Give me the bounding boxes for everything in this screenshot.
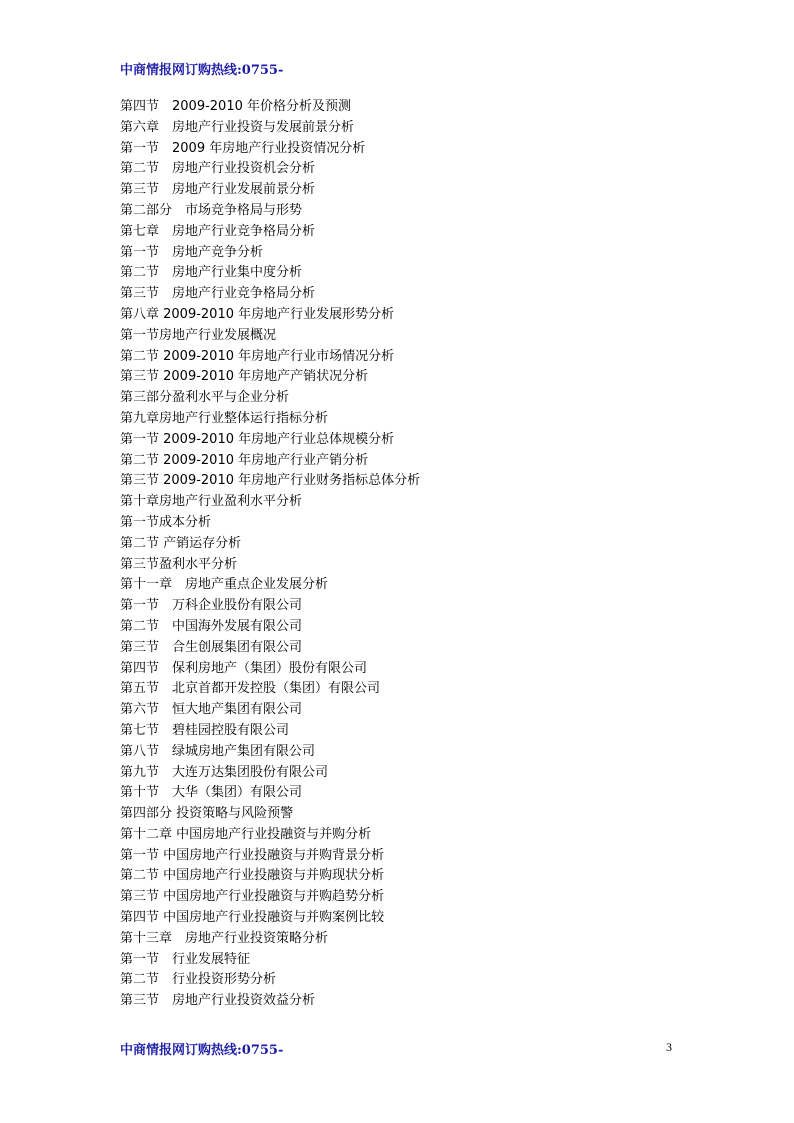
toc-entry: 第三节 房地产行业投资效益分析 [120,993,316,1009]
toc-entry: 第十节 大华（集团）有限公司 [120,785,303,801]
toc-entry: 第二节 产销运存分析 [120,535,242,551]
page-number: 3 [666,1040,672,1054]
toc-entry: 第十二章 中国房地产行业投融资与并购分析 [120,826,372,842]
toc-entry: 第三节 2009-2010 年房地产行业财务指标总体分析 [120,473,421,489]
toc-entry: 第九章房地产行业整体运行指标分析 [120,410,329,426]
toc-entry: 第七章 房地产行业竞争格局分析 [120,223,316,239]
toc-entry: 第二节 行业投资形势分析 [120,972,277,988]
table-of-contents [120,97,420,1012]
toc-entry: 第三部分盈利水平与企业分析 [120,390,290,406]
toc-entry: 第一节 万科企业股份有限公司 [120,598,303,614]
toc-entry: 第二节 中国海外发展有限公司 [120,618,303,634]
toc-entry: 第七节 碧桂园控股有限公司 [120,722,290,738]
toc-entry: 第五节 北京首都开发控股（集团）有限公司 [120,681,381,697]
toc-entry: 第二节 房地产行业集中度分析 [120,265,303,281]
toc-entry: 第一节成本分析 [120,514,212,530]
toc-entry: 第十章房地产行业盈利水平分析 [120,494,303,510]
page-footer: 中商情报网订购热线:0755- [120,1043,284,1058]
toc-entry: 第四节 保利房地产（集团）股份有限公司 [120,660,368,676]
toc-entry: 第十三章 房地产行业投资策略分析 [120,930,329,946]
page-header: 中商情报网订购热线:0755- [120,63,284,78]
toc-entry: 第二节 房地产行业投资机会分析 [120,161,316,177]
toc-entry: 第三节 中国房地产行业投融资与并购趋势分析 [120,889,385,905]
toc-entry: 第三节 2009-2010 年房地产产销状况分析 [120,369,369,385]
toc-entry: 第三节盈利水平分析 [120,556,238,572]
toc-entry: 第六节 恒大地产集团有限公司 [120,702,303,718]
toc-entry: 第九节 大连万达集团股份有限公司 [120,764,329,780]
toc-entry: 第四节 中国房地产行业投融资与并购案例比较 [120,910,385,926]
toc-entry: 第四节 2009-2010 年价格分析及预测 [120,99,351,114]
toc-entry: 第八章 2009-2010 年房地产行业发展形势分析 [120,306,395,322]
toc-entry: 第三节 房地产行业竞争格局分析 [120,286,316,302]
toc-entry: 第二节 2009-2010 年房地产行业市场情况分析 [120,348,395,364]
toc-entry: 第六章 房地产行业投资与发展前景分析 [120,119,355,135]
toc-entry: 第二节 中国房地产行业投融资与并购现状分析 [120,868,385,884]
toc-entry: 第一节 2009-2010 年房地产行业总体规模分析 [120,431,395,447]
toc-entry: 第三节 合生创展集团有限公司 [120,639,303,655]
toc-entry: 第一节 房地产竞争分析 [120,244,264,260]
toc-entry: 第二部分 市场竞争格局与形势 [120,202,303,218]
toc-entry: 第四部分 投资策略与风险预警 [120,806,294,822]
toc-entry: 第一节 2009 年房地产行业投资情况分析 [120,140,366,156]
toc-entry: 第一节 中国房地产行业投融资与并购背景分析 [120,847,385,863]
toc-entry: 第二节 2009-2010 年房地产行业产销分析 [120,452,369,468]
toc-entry: 第十一章 房地产重点企业发展分析 [120,577,329,593]
toc-entry: 第八节 绿城房地产集团有限公司 [120,743,316,759]
toc-entry: 第一节房地产行业发展概况 [120,327,277,343]
toc-entry: 第一节 行业发展特征 [120,951,251,967]
toc-entry: 第三节 房地产行业发展前景分析 [120,182,316,198]
